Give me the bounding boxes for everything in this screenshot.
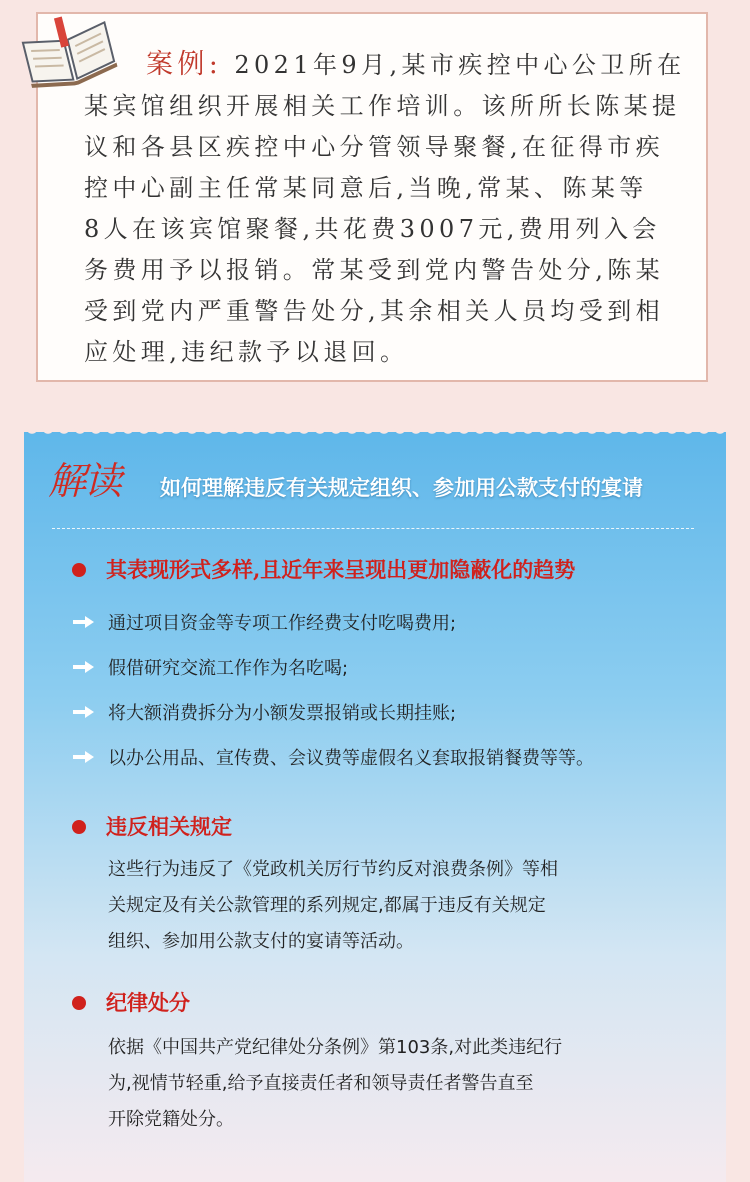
case-line-text: 2021年9月,某市疾控中心公卫所在	[234, 51, 686, 79]
red-dot-icon	[72, 563, 86, 577]
paragraph-line: 这些行为违反了《党政机关厉行节约反对浪费条例》等相	[108, 859, 558, 880]
section-heading-forms	[72, 555, 575, 585]
paragraph-line: 为,视情节轻重,给予直接责任者和领导责任者警告直至	[108, 1073, 534, 1094]
dashed-divider	[52, 528, 694, 529]
paragraph-line: 组织、参加用公款支付的宴请等活动。	[108, 931, 414, 952]
red-dot-icon	[72, 820, 86, 834]
arrow-right-icon	[72, 705, 96, 719]
list-item	[72, 699, 456, 729]
case-line: 务费用予以报销。常某受到党内警告处分,陈某	[84, 256, 665, 284]
heading-text: 纪律处分	[106, 990, 190, 1015]
case-line: 8人在该宾馆聚餐,共花费3007元,费用列入会	[84, 215, 661, 243]
case-line: 应处理,违纪款予以退回。	[84, 338, 409, 366]
paragraph-line: 依据《中国共产党纪律处分条例》第103条,对此类违纪行	[108, 1037, 563, 1058]
case-line: 某宾馆组织开展相关工作培训。该所所长陈某提	[84, 92, 681, 120]
arrow-right-icon	[72, 615, 96, 629]
case-card	[36, 12, 708, 382]
heading-text: 违反相关规定	[106, 814, 232, 839]
section-heading-discipline	[72, 988, 190, 1018]
list-item	[72, 744, 594, 774]
case-line: 控中心副主任常某同意后,当晚,常某、陈某等	[84, 174, 648, 202]
case-line	[84, 44, 686, 86]
list-item-text: 将大额消费拆分为小额发票报销或长期挂账;	[108, 703, 457, 724]
section-heading-violation	[72, 812, 232, 842]
case-line: 受到党内严重警告处分,其余相关人员均受到相	[84, 297, 665, 325]
list-item-text: 以办公用品、宣传费、会议费等虚假名义套取报销餐费等等。	[108, 748, 594, 769]
list-item	[72, 654, 348, 684]
jiedu-logo: 解读	[48, 459, 121, 503]
violation-paragraph	[108, 852, 678, 960]
red-dot-icon	[72, 996, 86, 1010]
case-text	[84, 44, 686, 373]
heading-text: 其表现形式多样,且近年来呈现出更加隐蔽化的趋势	[106, 557, 576, 582]
arrow-right-icon	[72, 750, 96, 764]
list-item-text: 通过项目资金等专项工作经费支付吃喝费用;	[108, 613, 457, 634]
paragraph-line: 关规定及有关公款管理的系列规定,都属于违反有关规定	[108, 895, 546, 916]
paragraph-line: 开除党籍处分。	[108, 1109, 234, 1130]
list-item	[72, 609, 456, 639]
arrow-right-icon	[72, 660, 96, 674]
list-item-text: 假借研究交流工作作为名吃喝;	[108, 658, 349, 679]
case-line: 议和各县区疾控中心分管领导聚餐,在征得市疾	[84, 133, 665, 161]
ticket-edge	[24, 428, 726, 438]
case-label: 案例:	[146, 49, 223, 80]
panel-title: 如何理解违反有关规定组织、参加用公款支付的宴请	[160, 475, 643, 500]
discipline-paragraph	[108, 1030, 678, 1138]
